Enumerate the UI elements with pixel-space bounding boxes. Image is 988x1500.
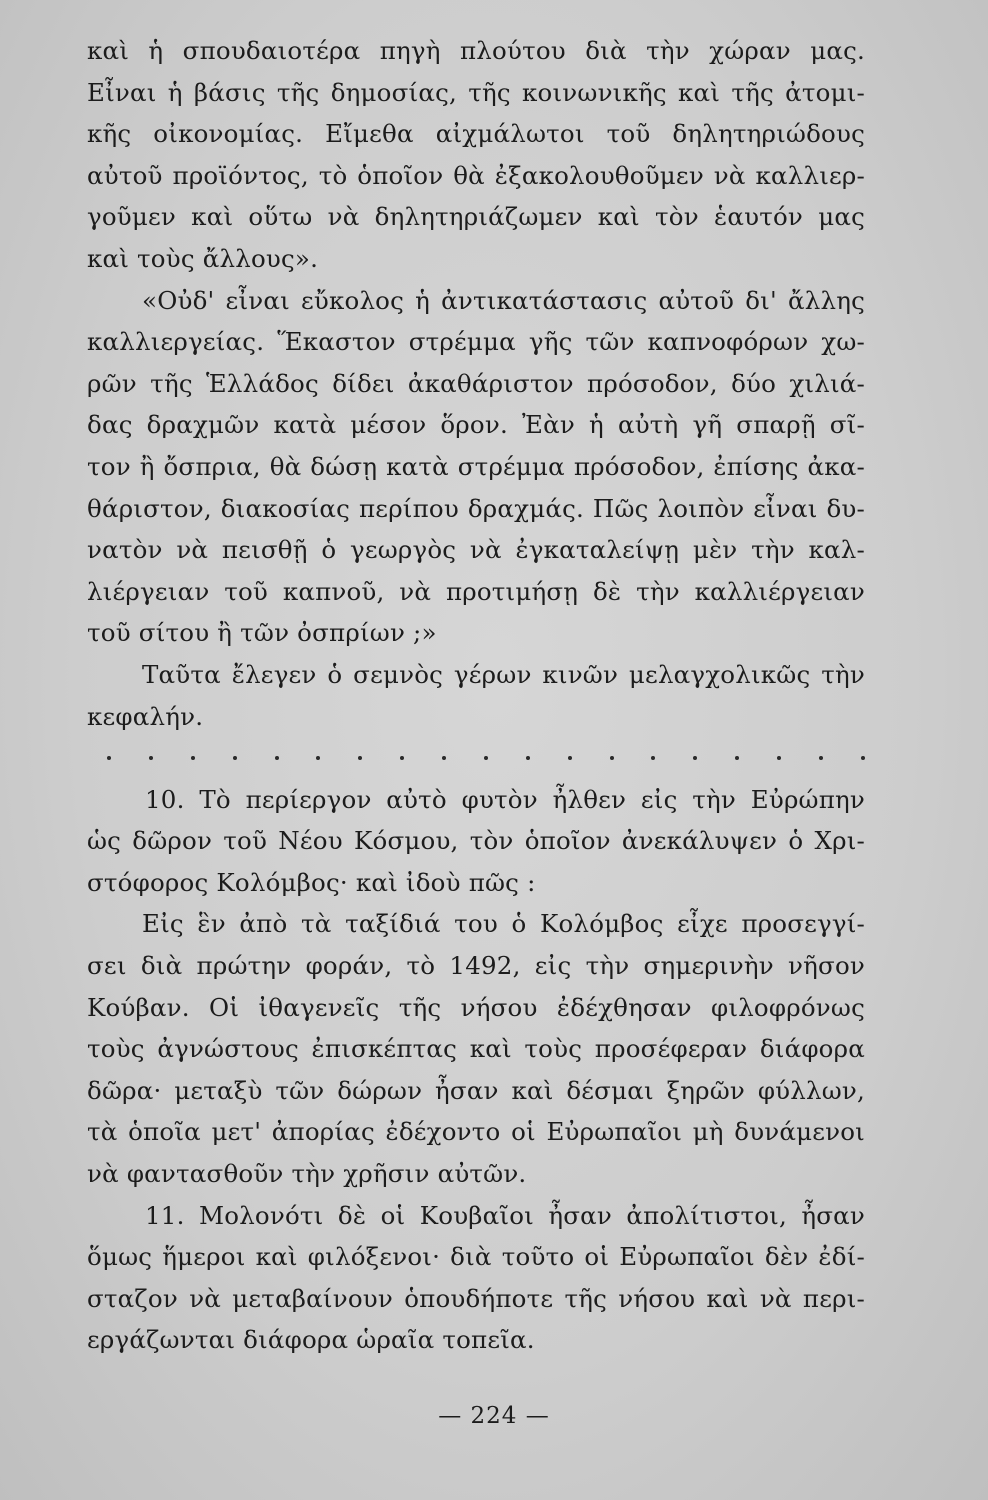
separator-dot [861, 756, 865, 760]
text-line: σει διὰ πρώτην φοράν, τὸ 1492, εἰς τὴν σημερινὴν νῆσον [87, 951, 865, 981]
text-line: θάριστον, διακοσίας περίπου δραχμάς. Πῶς λοιπὸν εἶναι δυ- [87, 493, 865, 523]
text-line: καὶ ἡ σπουδαιοτέρα πηγὴ πλούτου διὰ τὴν χώραν μας. [87, 36, 865, 65]
separator-dot [275, 756, 279, 760]
page-body [87, 30, 865, 1361]
text-line: Κούβαν. Οἱ ἰθαγενεῖς τῆς νήσου ἐδέχθησαν φιλοφρόνως [87, 992, 865, 1022]
text-line: ὅμως ἥμεροι καὶ φιλόξενοι· διὰ τοῦτο οἱ Εὐρωπαῖοι δὲν ἐδί- [87, 1242, 865, 1272]
text-line: δῶρα· μεταξὺ τῶν δώρων ἦσαν καὶ δέσμαι ξηρῶν φύλλων, [87, 1075, 865, 1105]
text-line: νὰ φαντασθοῦν τὴν χρῆσιν αὐτῶν. [87, 1159, 527, 1189]
text-line: 10. Τὸ περίεργον αὐτὸ φυτὸν ἦλθεν εἰς τὴν Εὐρώπην [145, 784, 865, 814]
separator-dot [484, 756, 488, 760]
separator-dot [442, 756, 446, 760]
paragraph-section-11 [87, 1195, 865, 1361]
section-separator-dots [87, 737, 865, 779]
text-line: ρῶν τῆς Ἑλλάδος δίδει ἀκαθάριστον πρόσοδον, δύο χιλιά- [87, 368, 865, 398]
separator-dot [316, 756, 320, 760]
separator-dot [819, 756, 823, 760]
text-line: καλλιεργείας. Ἕκαστον στρέμμα γῆς τῶν καπνοφόρων χω- [87, 327, 865, 357]
text-line: τον ἢ ὄσπρια, θὰ δώσῃ κατὰ στρέμμα πρόσοδον, ἐπίσης ἀκα- [87, 451, 865, 481]
text-line: «Οὐδ' εἶναι εὔκολος ἡ ἀντικατάστασις αὐτοῦ δι' ἄλλης [142, 285, 865, 315]
text-line: 11. Μολονότι δὲ οἱ Κουβαῖοι ἦσαν ἀπολίτιστοι, ἦσαν [145, 1200, 865, 1230]
separator-dot [610, 756, 614, 760]
text-line: κῆς οἰκονομίας. Εἴμεθα αἰχμάλωτοι τοῦ δηλητηριώδους [87, 119, 865, 149]
text-line: εργάζωνται διάφορα ὡραῖα τοπεῖα. [87, 1325, 535, 1355]
separator-dot [233, 756, 237, 760]
paragraph-continuation [87, 30, 865, 280]
text-line: στόφορος Κολόμβος· καὶ ἰδοὺ πῶς : [87, 867, 536, 897]
text-line: Εἶναι ἡ βάσις τῆς δημοσίας, τῆς κοινωνικῆς καὶ τῆς ἀτομι- [87, 77, 865, 107]
text-line: δας δραχμῶν κατὰ μέσον ὅρον. Ἐὰν ἡ αὐτὴ γῆ σπαρῇ σῖ- [87, 410, 865, 440]
text-line: τὰ ὁποῖα μετ' ἀπορίας ἐδέχοντο οἱ Εὐρωπαῖοι μὴ δυνάμενοι [87, 1117, 865, 1147]
text-line: τοῦ σίτου ἢ τῶν ὀσπρίων ;» [87, 618, 437, 648]
text-line: νατὸν νὰ πεισθῇ ὁ γεωργὸς νὰ ἐγκαταλείψῃ μὲν τὴν καλ- [87, 535, 865, 565]
separator-dot [568, 756, 572, 760]
separator-dot [526, 756, 530, 760]
text-line: σταζον νὰ μεταβαίνουν ὁπουδήποτε τῆς νήσου καὶ νὰ περι- [87, 1283, 865, 1313]
text-line: τοὺς ἀγνώστους ἐπισκέπτας καὶ τοὺς προσέφεραν διάφορα [87, 1034, 865, 1064]
paragraph-quote [87, 280, 865, 654]
separator-dot [400, 756, 404, 760]
separator-dot [735, 756, 739, 760]
page-number: — 224 — [438, 1403, 550, 1429]
separator-dot [693, 756, 697, 760]
text-line: Ταῦτα ἔλεγεν ὁ σεμνὸς γέρων κινῶν μελαγχολικῶς τὴν [142, 659, 865, 689]
separator-dot [149, 756, 153, 760]
text-line: λιέργειαν τοῦ καπνοῦ, νὰ προτιμήσῃ δὲ τὴν καλλιέργειαν [87, 576, 865, 606]
text-line: κεφαλήν. [87, 701, 204, 731]
text-line: αὐτοῦ προϊόντος, τὸ ὁποῖον θὰ ἐξακολουθοῦμεν νὰ καλλιερ- [87, 160, 865, 190]
text-line: καὶ τοὺς ἄλλους». [87, 243, 319, 273]
paragraph-columbus [87, 903, 865, 1194]
paragraph-narration [87, 654, 865, 737]
separator-dot [358, 756, 362, 760]
separator-dot [777, 756, 781, 760]
text-line: ὡς δῶρον τοῦ Νέου Κόσμου, τὸν ὁποῖον ἀνεκάλυψεν ὁ Χρι- [87, 826, 865, 856]
text-line: γοῦμεν καὶ οὕτω νὰ δηλητηριάζωμεν καὶ τὸν ἑαυτόν μας [87, 202, 865, 232]
text-line: Εἰς ἓν ἀπὸ τὰ ταξίδιά του ὁ Κολόμβος εἶχε προσεγγί- [142, 909, 865, 939]
paragraph-section-10 [87, 779, 865, 904]
separator-dot [107, 756, 111, 760]
separator-dot [651, 756, 655, 760]
separator-dot [191, 756, 195, 760]
